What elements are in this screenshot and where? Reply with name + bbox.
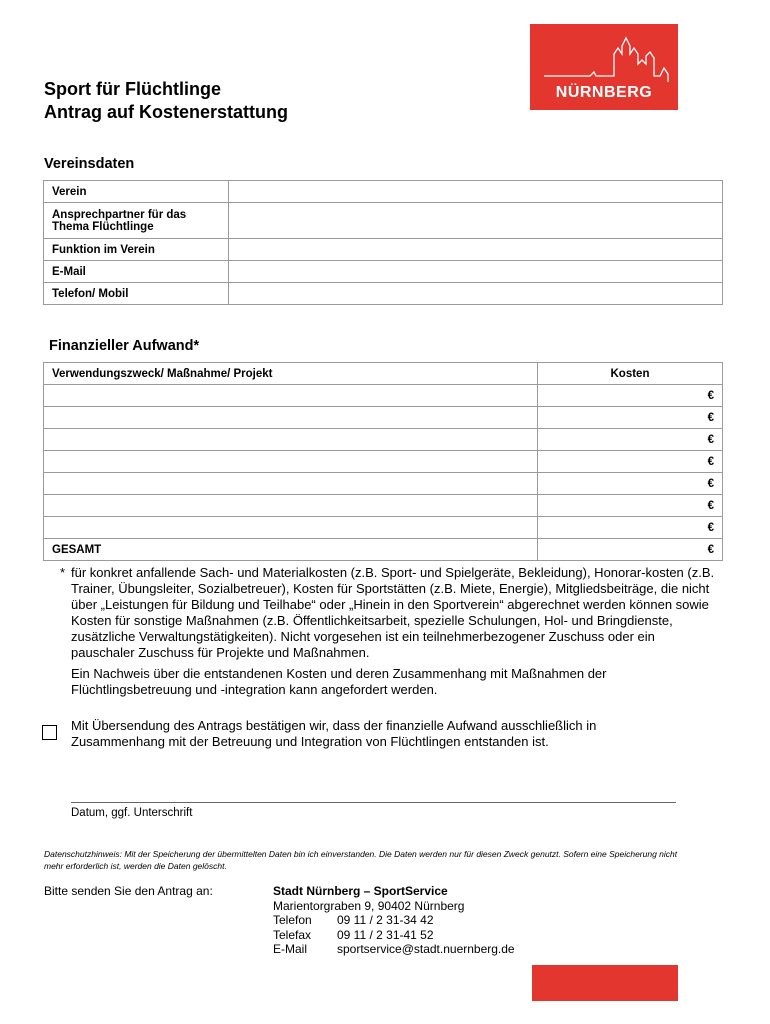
table-row <box>44 451 723 473</box>
cost-input[interactable]: € <box>538 429 723 451</box>
table-row <box>44 283 723 305</box>
title-line-2: Antrag auf Kostenerstattung <box>44 102 289 122</box>
purpose-input[interactable] <box>44 473 538 495</box>
vereinsdaten-table <box>43 180 723 305</box>
table-row <box>44 495 723 517</box>
fax-value: 09 11 / 2 31-41 52 <box>337 927 434 942</box>
address-fax-row <box>273 928 515 943</box>
table-row <box>44 239 723 261</box>
field-label-email: E-Mail <box>44 261 229 283</box>
footnote-text: für konkret anfallende Sach- und Materialkosten (z.B. Sport- und Spielgeräte, Bekleidung), Honorar-kosten (z.B. Trainer, Übungsleiter, Sozialbetreuer), Kosten für Sportstätten (z.B. Miete, Energie), Mitgliedsbeiträge, die nicht über „Leistungen für Bildung und Teilhabe“ oder „Hinein in den Sportverein“ abgerechnet werden können sowie Kosten für sonstige Maßnahmen (z.B. Öffentlichkeitsarbeit, spezielle Schulungen, Hol- und Bringdienste, zusätzliche Verwaltungstätigkeiten). Nicht vorgesehen ist ein teilnehmerbezogener Zuschuss oder ein pauschaler Zuschuss für Projekte und Maßnahmen. <box>71 565 715 660</box>
phone-value: 09 11 / 2 31-34 42 <box>337 913 434 927</box>
field-label-ansprechpartner: Ansprechpartner für das Thema Flüchtlinge <box>44 203 229 239</box>
field-input-ansprechpartner[interactable] <box>229 203 723 239</box>
email-label: E-Mail <box>273 942 308 956</box>
cost-input[interactable]: € <box>538 451 723 473</box>
table-row <box>44 429 723 451</box>
field-input-email[interactable] <box>229 261 723 283</box>
field-input-funktion[interactable] <box>229 239 723 261</box>
title-line-1: Sport für Flüchtlinge <box>44 79 221 99</box>
page-title <box>44 78 288 124</box>
table-row <box>44 181 723 203</box>
purpose-input[interactable] <box>44 495 538 517</box>
address-email-row <box>273 942 515 957</box>
address-org: Stadt Nürnberg – SportService <box>273 884 448 898</box>
field-label-funktion: Funktion im Verein <box>44 239 229 261</box>
purpose-input[interactable] <box>44 517 538 539</box>
aufwand-table <box>43 362 723 561</box>
privacy-notice: Datenschutzhinweis: Mit der Speicherung der übermittelten Daten bin ich einverstanden. Die Daten werden nur für diesen Zweck genutzt. Sofern eine Speicherung nicht mehr erforderlich ist, werden die Daten gelöscht. <box>44 849 678 871</box>
logo-wordmark: NÜRNBERG <box>555 84 653 101</box>
cost-input[interactable]: € <box>538 385 723 407</box>
confirmation-checkbox[interactable] <box>42 725 57 740</box>
table-row <box>44 203 723 239</box>
table-row <box>44 385 723 407</box>
confirmation-text: Mit Übersendung des Antrags bestätigen wir, dass der finanzielle Aufwand ausschließlich in Zusammenhang mit der Betreuung und Integration von Flüchtlingen entstanden ist. <box>71 718 597 749</box>
address-block <box>273 884 515 957</box>
city-logo <box>530 24 678 110</box>
field-input-verein[interactable] <box>229 181 723 203</box>
footer-brand-bar <box>532 965 678 1001</box>
send-to-label: Bitte senden Sie den Antrag an: <box>44 884 213 898</box>
section-heading-aufwand: Finanzieller Aufwand* <box>49 338 200 354</box>
section-heading-vereinsdaten: Vereinsdaten <box>44 156 135 172</box>
table-row <box>44 407 723 429</box>
address-phone-row <box>273 913 515 928</box>
purpose-input[interactable] <box>44 451 538 473</box>
cost-input[interactable]: € <box>538 517 723 539</box>
total-row <box>44 539 723 561</box>
total-cost-input[interactable]: € <box>538 539 723 561</box>
column-header-cost: Kosten <box>538 363 723 385</box>
footnote-marker: * <box>60 565 66 580</box>
table-row <box>44 261 723 283</box>
table-row <box>44 473 723 495</box>
purpose-input[interactable] <box>44 429 538 451</box>
phone-label: Telefon <box>273 913 312 927</box>
table-row <box>44 517 723 539</box>
fax-label: Telefax <box>273 927 312 942</box>
address-street: Marientorgraben 9, 90402 Nürnberg <box>273 898 465 913</box>
cost-input[interactable]: € <box>538 495 723 517</box>
signature-label: Datum, ggf. Unterschrift <box>71 807 193 819</box>
table-header-row <box>44 363 723 385</box>
purpose-input[interactable] <box>44 407 538 429</box>
cost-input[interactable]: € <box>538 473 723 495</box>
field-label-verein: Verein <box>44 181 229 203</box>
total-label: GESAMT <box>44 539 538 561</box>
email-value: sportservice@stadt.nuernberg.de <box>337 942 515 956</box>
purpose-input[interactable] <box>44 385 538 407</box>
proof-note: Ein Nachweis über die entstandenen Kosten und deren Zusammenhang mit Maßnahmen der Flüchtlingsbetreuung und -integration kann angefordert werden. <box>71 666 607 697</box>
cost-input[interactable]: € <box>538 407 723 429</box>
field-label-telefon: Telefon/ Mobil <box>44 283 229 305</box>
column-header-purpose: Verwendungszweck/ Maßnahme/ Projekt <box>44 363 538 385</box>
field-input-telefon[interactable] <box>229 283 723 305</box>
signature-line[interactable] <box>71 802 676 803</box>
